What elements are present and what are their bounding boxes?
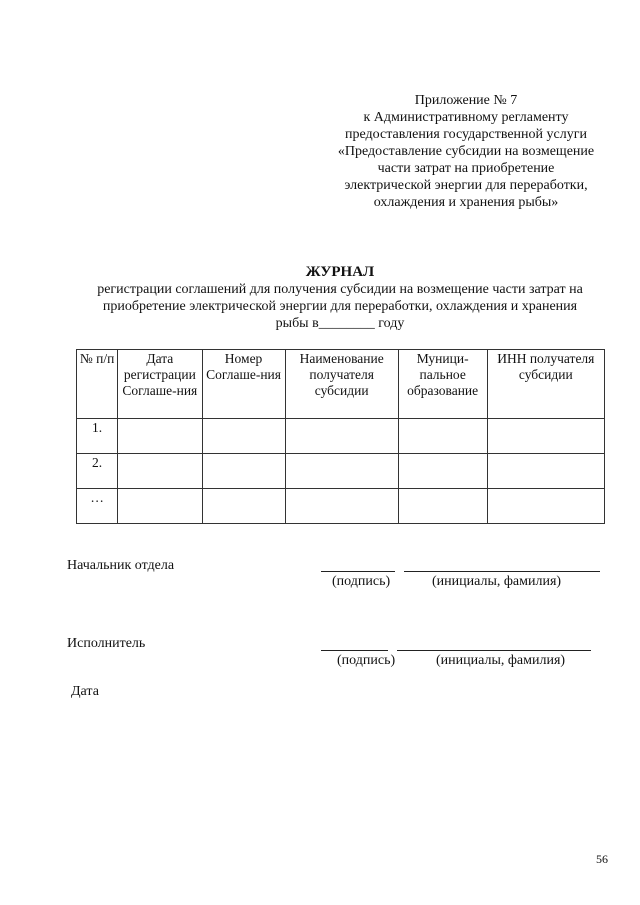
head-name-caption: (инициалы, фамилия)	[432, 574, 562, 589]
appendix-line: предоставления государственной услуги	[345, 127, 587, 142]
date-label: Дата	[71, 684, 99, 699]
head-signature-line	[321, 571, 395, 572]
table-cell	[118, 489, 202, 524]
table-header-row	[77, 350, 605, 419]
table-cell	[118, 419, 202, 454]
table-cell	[487, 454, 604, 489]
appendix-line: к Административному регламенту	[363, 110, 569, 125]
header-cell-inn: ИНН получателя субсидии	[487, 350, 604, 419]
journal-subtitle	[60, 281, 620, 332]
table-cell	[118, 454, 202, 489]
table-row	[77, 454, 605, 489]
registry-table	[76, 349, 605, 524]
table-cell	[487, 419, 604, 454]
journal-subtitle-line: рыбы в________ году	[275, 316, 405, 331]
header-cell-agreement-number: Номер Соглаше-ния	[202, 350, 285, 419]
executor-name-caption: (инициалы, фамилия)	[436, 653, 566, 668]
head-name-line	[404, 571, 600, 572]
header-cell-recipient-name: Наименование получателя субсидии	[285, 350, 398, 419]
table-cell	[285, 489, 398, 524]
journal-subtitle-line: регистрации соглашений для получения субсидии на возмещение части затрат на	[97, 282, 583, 297]
appendix-line: охлаждения и хранения рыбы»	[373, 195, 559, 210]
table-cell	[398, 419, 487, 454]
table-cell	[285, 419, 398, 454]
table-cell: …	[77, 489, 118, 524]
table-cell: 1.	[77, 419, 118, 454]
journal-title: ЖУРНАЛ	[305, 264, 375, 280]
journal-subtitle-line: приобретение электрической энергии для переработки, охлаждения и хранения	[102, 299, 578, 314]
header-cell-number: № п/п	[77, 350, 118, 419]
table-row	[77, 419, 605, 454]
table-cell	[202, 454, 285, 489]
head-signature-caption: (подпись)	[332, 574, 391, 589]
table-cell: 2.	[77, 454, 118, 489]
table-cell	[398, 489, 487, 524]
table-cell	[398, 454, 487, 489]
table-cell	[202, 419, 285, 454]
appendix-line: электрической энергии для переработки,	[344, 178, 588, 193]
table-row	[77, 489, 605, 524]
header-cell-registration-date: Дата регистрации Соглаше-ния	[118, 350, 202, 419]
page-number: 56	[596, 852, 608, 866]
executor-name-line	[397, 650, 591, 651]
appendix-block	[300, 92, 632, 211]
executor-signature-caption: (подпись)	[337, 653, 396, 668]
table-cell	[487, 489, 604, 524]
appendix-line: части затрат на приобретение	[377, 161, 555, 176]
table-cell	[202, 489, 285, 524]
appendix-line: Приложение № 7	[414, 93, 518, 108]
table-cell	[285, 454, 398, 489]
executor-signature-line	[321, 650, 388, 651]
executor-label: Исполнитель	[67, 636, 146, 651]
appendix-line: «Предоставление субсидии на возмещение	[337, 144, 595, 159]
header-cell-municipality: Муници-пальное образование	[398, 350, 487, 419]
head-of-department-label: Начальник отдела	[67, 558, 175, 573]
